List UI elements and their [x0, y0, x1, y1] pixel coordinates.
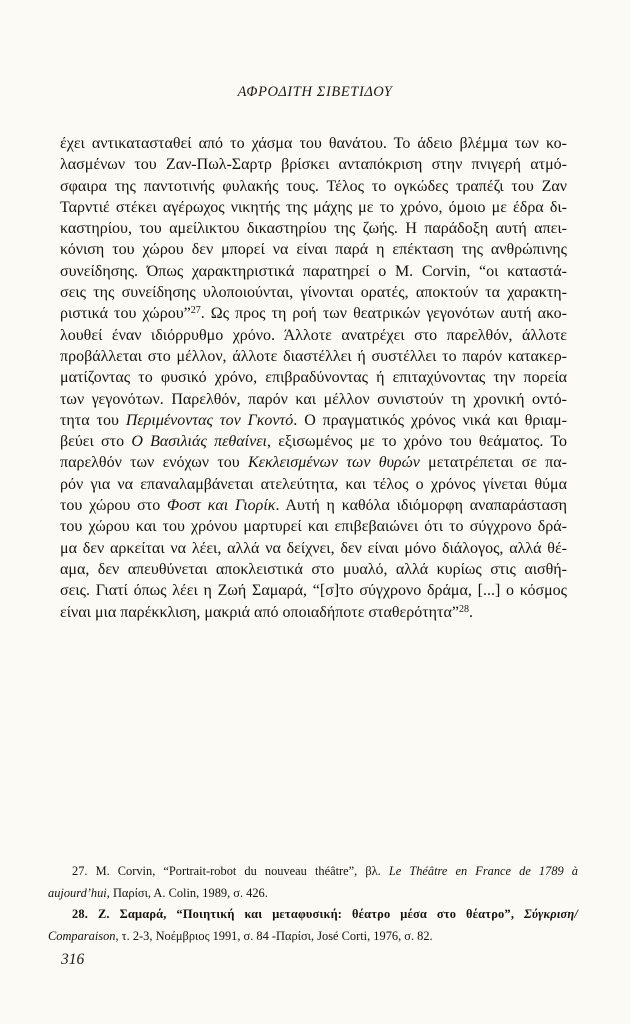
text-line [60, 303, 567, 324]
text-line [60, 282, 567, 303]
text-run: του χώρου στο [60, 497, 168, 515]
text-run: τητα του [60, 411, 126, 429]
text-line [60, 495, 567, 516]
text-run: των γεγονότων. Παρελθόν, παρόν και μέλλον συνιστούν τη χρονική οντό- [60, 390, 567, 408]
text-line [60, 346, 567, 367]
text-run: . Ως προς τη ροή των θεατρικών γεγονότων αυτή ακο- [200, 305, 568, 323]
text-run: λασμένων του Ζαν-Πωλ-Σαρτρ βρίσκει ανταπόκριση στην πνιγερή ατμό- [60, 156, 567, 174]
text-line [60, 516, 567, 537]
text-line [60, 197, 567, 218]
text-run: καστηρίου, του αμείλικτου δικαστηρίου της ζωής. Η παράδοξη αυτή απει- [60, 220, 567, 238]
text-run: , εξισωμένος με το χρόνο του θεάματος. Το [266, 433, 568, 451]
text-run: σφαιρα της παντοτινής φυλακής τους. Τέλος το ογκώδες τραπέζι του Ζαν [60, 177, 567, 195]
text-run: 28. Ζ. Σαμαρά, “Ποιητική και μεταφυσική: θέατρο μέσα στο θέατρο”, [72, 907, 524, 921]
text-line [60, 580, 567, 601]
text-line [60, 176, 567, 197]
footnote-line [48, 926, 578, 948]
text-run: aujourd’hui [48, 885, 107, 900]
footnote-27 [48, 861, 578, 904]
text-run: προβάλλεται στο μέλλον, άλλοτε διαστέλλει ή συστέλλει το παρόν κατακερ- [60, 347, 567, 365]
text-run: . Αυτή η καθόλα ιδιόμορφη αναπαράσταση [275, 497, 568, 515]
text-line [60, 239, 567, 260]
text-run: 27. M. Corvin, “Portrait-robot du nouveau théâtre”, βλ. [72, 864, 389, 878]
text-run: ρόν για να επαναλαμβάνεται ατελεύτητα, και τέλος ο χρόνος γίνεται θύμα [60, 475, 567, 493]
text-run: συνείδησης. Όπως χαρακτηριστικά παρατηρεί ο Μ. Corvin, “οι καταστά- [60, 262, 567, 280]
text-run: , Παρίσι, Α. Colin, 1989, σ. 426. [106, 885, 268, 900]
text-line [60, 474, 567, 495]
footnote-line [48, 861, 578, 883]
running-header: ΑΦΡΟΔΙΤΗ ΣΙΒΕΤΙΔΟΥ [237, 84, 393, 100]
text-run: παρελθόν των ενόχων του [60, 454, 248, 472]
text-line [60, 261, 567, 282]
text-run: σεις. Γιατί όπως λέει η Ζωή Σαμαρά, “[σ]το σύγχρονο δράμα, [...] ο κόσμος [60, 582, 567, 600]
text-line [60, 431, 567, 452]
text-run: . Ο πραγματικός χρόνος νικά και θριαμ- [293, 411, 567, 429]
text-run: . [468, 603, 473, 621]
text-run: ριστικά του χώρου” [60, 305, 191, 323]
text-run: κόνιση του χώρου δεν μπορεί να είναι παρά η επέκταση της ανθρώπινης [60, 241, 567, 259]
text-run: ματίζοντας το φυσικό χρόνο, επιβραδύνοντας ή επιταχύνοντας την πορεία [60, 369, 567, 387]
footnote-line [48, 883, 578, 905]
text-run: Comparaison [48, 928, 116, 943]
text-line [60, 325, 567, 346]
text-run: βεύει στο [60, 433, 132, 451]
text-run: Ταρντιέ στέκει αγέρωχος νικητής της μάχης με το χρόνο, όμοιο με έδρα δι- [60, 198, 567, 216]
footnote-ref: 27 [190, 305, 201, 317]
text-run: αμα, δεν απευθύνεται αποκλειστικά στο μυαλό, αλλά κυρίως στις αισθή- [60, 560, 567, 578]
text-run: Σύγκριση/ [523, 907, 578, 921]
text-run: , τ. 2-3, Νοέμβριος 1991, σ. 84 -Παρίσι, José Corti, 1976, σ. 82. [115, 928, 433, 943]
text-run: λουθεί έναν ιδιόρρυθμο χρόνο. Άλλοτε ανατρέχει στο παρελθόν, άλλοτε [60, 326, 567, 344]
text-line [60, 154, 567, 175]
text-line [60, 389, 567, 410]
text-line [60, 410, 567, 431]
text-line [60, 218, 567, 239]
text-line [60, 367, 567, 388]
text-run: του χώρου και του χρόνου μαρτυρεί και επιβεβαιώνει ότι το σύγχρονο δρά- [60, 518, 567, 536]
page-number: 316 [61, 951, 85, 968]
text-run: Φοστ και Γιορίκ [167, 497, 276, 515]
text-line [60, 559, 567, 580]
text-run: είναι μια παρέκκλιση, μακριά από οποιαδήποτε σταθερότητα” [60, 603, 459, 621]
text-run: έχει αντικατασταθεί από το χάσμα του θανάτου. Το άδειο βλέμμα των κο- [60, 135, 567, 152]
text-run: Le Théâtre en France de 1789 à [388, 864, 578, 878]
footnote-line [48, 904, 578, 926]
text-run: Κεκλεισμένων των θυρών [247, 454, 420, 472]
text-line [60, 538, 567, 559]
footnote-ref: 28 [458, 603, 469, 615]
text-run: μετατρέπεται σε πα- [419, 454, 568, 472]
text-run: μα δεν αρκείται να λέει, αλλά να δείχνει, δεν είναι μόνο διάλογος, αλλά θέ- [60, 539, 567, 557]
text-run: Ο Βασιλιάς πεθαίνει [131, 433, 267, 451]
text-run: σεις της συνείδησης υλοποιούνται, γίνονται ορατές, αποκτούν τα χαρακτη- [60, 284, 567, 302]
text-line [60, 452, 567, 473]
text-line [60, 602, 567, 623]
footnotes-section [48, 861, 578, 947]
text-line [60, 133, 567, 154]
text-run: Περιμένοντας τον Γκοντό [125, 411, 294, 429]
footnote-28 [48, 904, 578, 947]
body-text [60, 133, 567, 623]
